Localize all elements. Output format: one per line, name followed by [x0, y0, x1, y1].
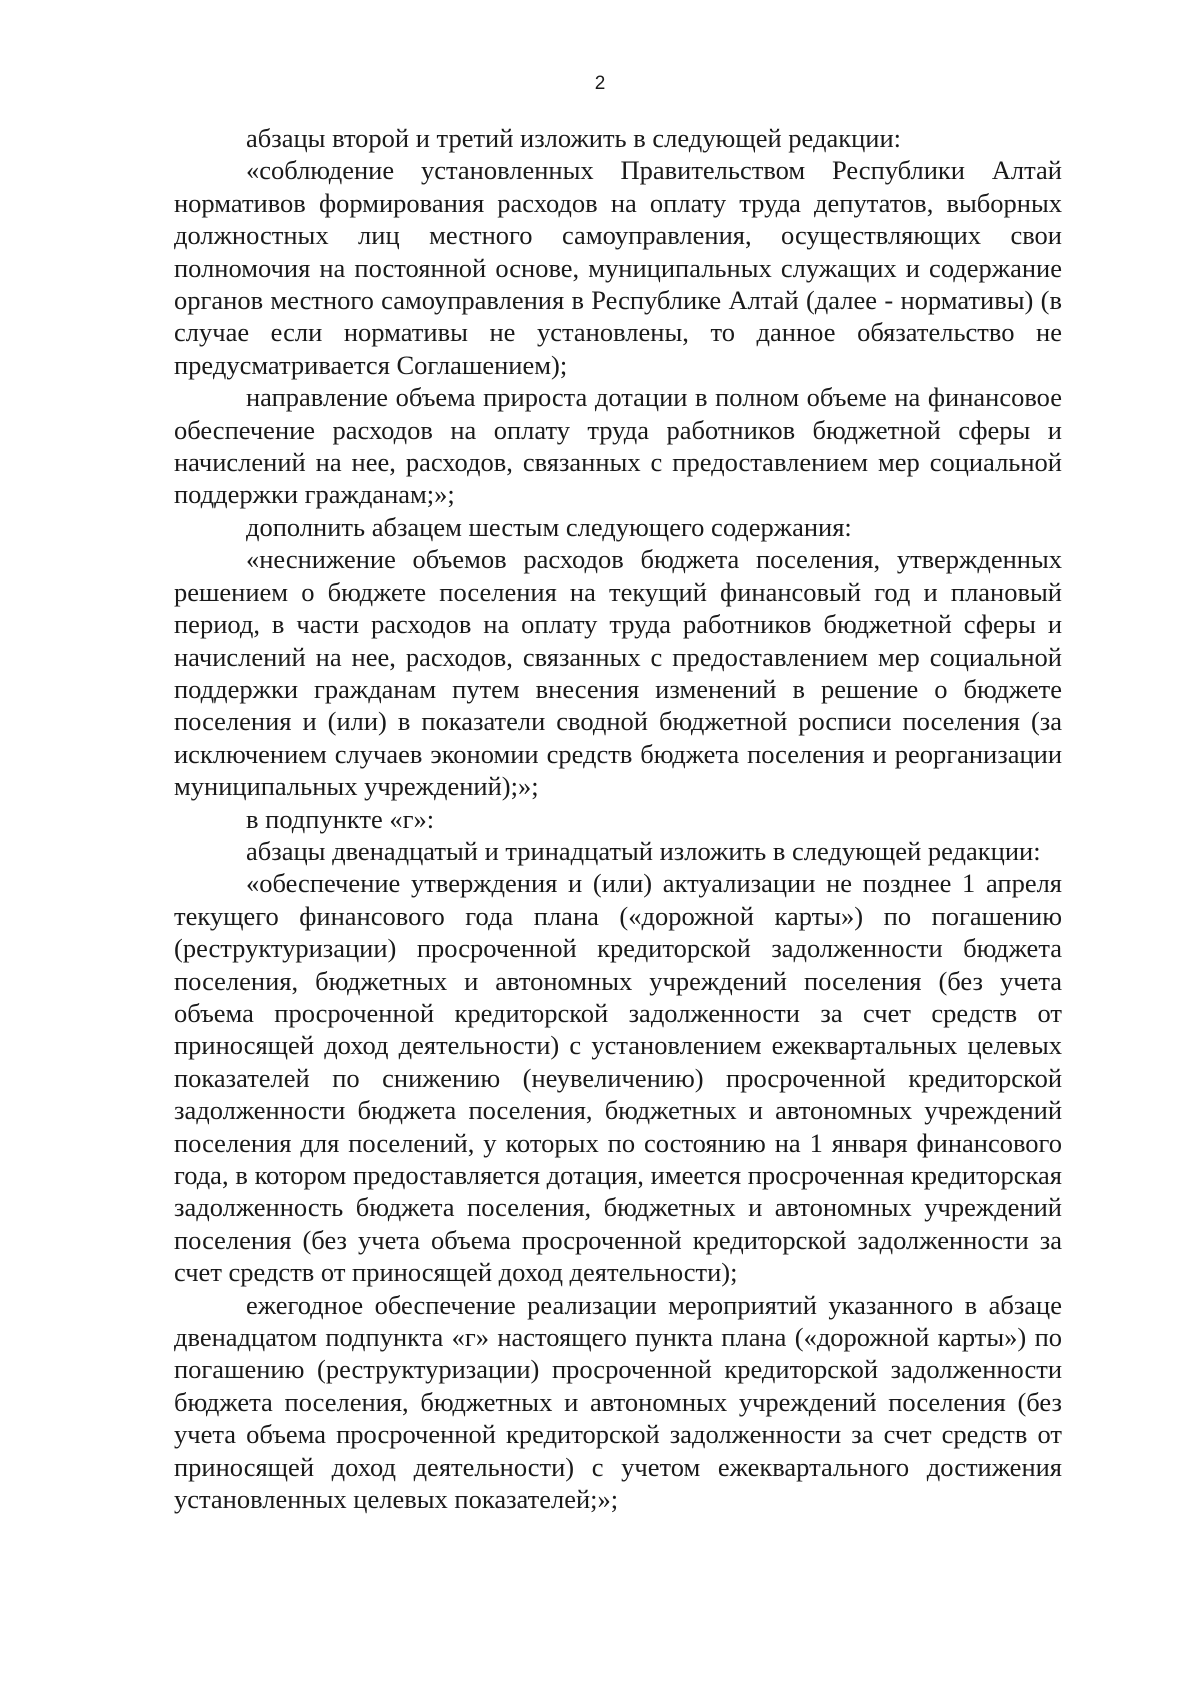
paragraph: ежегодное обеспечение реализации мероприятий указанного в абзаце двенадцатом подпункта «г» настоящего пункта плана («дорожной карты») по погашению (реструктуризации) просроченной кредиторской задолженности бюджета поселения, бюджетных и автономных учреждений поселения (без учета объема просроченной кредиторской задолженности за счет средств от приносящей доход деятельности) с учетом ежеквартального достижения установленных целевых показателей;»; [174, 1289, 1062, 1515]
document-body [174, 122, 1062, 1515]
paragraph: абзацы двенадцатый и тринадцатый изложить в следующей редакции: [246, 835, 1041, 866]
paragraph: в подпункте «г»: [246, 803, 435, 834]
page-number: 2 [594, 73, 606, 94]
paragraph: «неснижение объемов расходов бюджета поселения, утвержденных решением о бюджете поселения на текущий финансовый год и плановый период, в части расходов на оплату труда работников бюджетной сферы и начислений на нее, расходов, связанных с предоставлением мер социальной поддержки гражданам путем внесения изменений в решение о бюджете поселения и (или) в показатели сводной бюджетной росписи поселения (за исключением случаев экономии средств бюджета поселения и реорганизации муниципальных учреждений);»; [174, 544, 1062, 802]
paragraph: «обеспечение утверждения и (или) актуализации не позднее 1 апреля текущего финансового года плана («дорожной карты») по погашению (реструктуризации) просроченной кредиторской задолженности бюджета поселения, бюджетных и автономных учреждений поселения (без учета объема просроченной кредиторской задолженности за счет средств от приносящей доход деятельности) с установлением ежеквартальных целевых показателей по снижению (неувеличению) просроченной кредиторской задолженности бюджета поселения, бюджетных и автономных учреждений поселения для поселений, у которых по состоянию на 1 января финансового года, в котором предоставляется дотация, имеется просроченная кредиторская задолженность бюджета поселения, бюджетных и автономных учреждений поселения (без учета объема просроченной кредиторской задолженности за счет средств от приносящей доход деятельности); [174, 868, 1062, 1288]
paragraph: направление объема прироста дотации в полном объеме на финансовое обеспечение расходов на оплату труда работников бюджетной сферы и начислений на нее, расходов, связанных с предоставлением мер социальной поддержки гражданам;»; [174, 382, 1062, 510]
paragraph: «соблюдение установленных Правительством Республики Алтай нормативов формирования расходов на оплату труда депутатов, выборных должностных лиц местного самоуправления, осуществляющих свои полномочия на постоянной основе, муниципальных служащих и содержание органов местного самоуправления в Республике Алтай (далее - нормативы) (в случае если нормативы не установлены, то данное обязательство не предусматривается Соглашением); [174, 155, 1062, 380]
paragraph: дополнить абзацем шестым следующего содержания: [246, 511, 852, 542]
paragraph: абзацы второй и третий изложить в следующей редакции: [246, 123, 901, 153]
